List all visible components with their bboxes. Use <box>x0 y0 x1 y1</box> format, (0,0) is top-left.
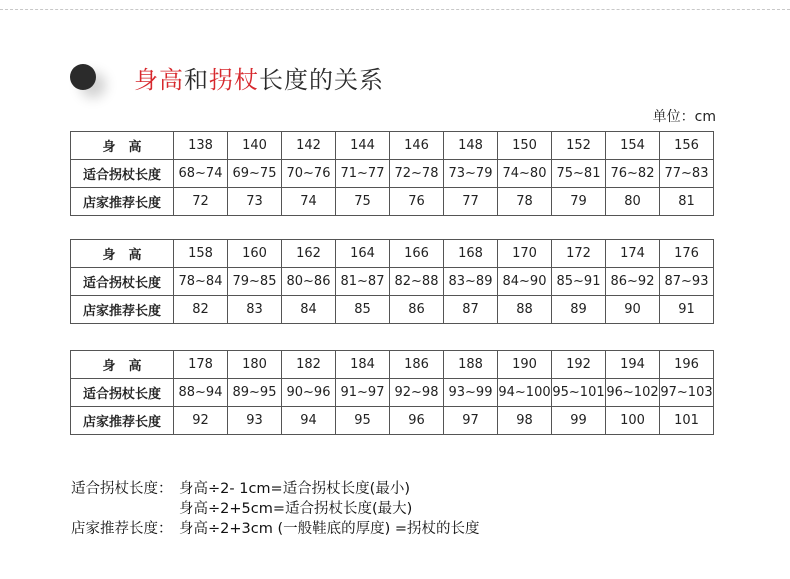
table-cell: 93 <box>228 407 282 435</box>
table-cell: 192 <box>552 351 606 379</box>
table-row-suitable <box>71 379 714 407</box>
table-cell: 84 <box>282 296 336 324</box>
table-cell: 88~94 <box>174 379 228 407</box>
table-cell: 85~91 <box>552 268 606 296</box>
row-header: 适合拐杖长度 <box>71 268 174 296</box>
note-text: 身高÷2- 1cm=适合拐杖长度(最小) <box>179 481 411 497</box>
table-cell: 75 <box>336 188 390 216</box>
note-text: 身高÷2+3cm (一般鞋底的厚度) =拐杖的长度 <box>179 521 480 537</box>
note-text: 身高÷2+5cm=适合拐杖长度(最大) <box>179 501 413 517</box>
table-row-recommended <box>71 296 714 324</box>
row-header: 身 高 <box>71 132 174 160</box>
size-table-2 <box>70 239 714 324</box>
note-label: 适合拐杖长度： <box>71 481 173 497</box>
circle-bullet-icon <box>70 64 96 90</box>
table-cell: 162 <box>282 240 336 268</box>
table-cell: 96 <box>390 407 444 435</box>
table-cell: 94~100 <box>498 379 552 407</box>
size-table-3 <box>70 350 714 435</box>
row-header: 适合拐杖长度 <box>71 379 174 407</box>
table-cell: 90 <box>606 296 660 324</box>
table-cell: 82 <box>174 296 228 324</box>
title-part: 拐杖 <box>209 66 259 94</box>
table-row-recommended <box>71 407 714 435</box>
table-cell: 142 <box>282 132 336 160</box>
table-cell: 80~86 <box>282 268 336 296</box>
title-part: 长度的关系 <box>259 66 384 94</box>
table-cell: 100 <box>606 407 660 435</box>
table-cell: 76 <box>390 188 444 216</box>
table-cell: 92~98 <box>390 379 444 407</box>
table-cell: 73 <box>228 188 282 216</box>
table-cell: 98 <box>498 407 552 435</box>
table-cell: 86~92 <box>606 268 660 296</box>
note-line <box>71 479 480 499</box>
table-cell: 166 <box>390 240 444 268</box>
table-cell: 101 <box>660 407 714 435</box>
table-cell: 180 <box>228 351 282 379</box>
table-cell: 97 <box>444 407 498 435</box>
table-cell: 74 <box>282 188 336 216</box>
table-cell: 170 <box>498 240 552 268</box>
table-cell: 152 <box>552 132 606 160</box>
table-cell: 73~79 <box>444 160 498 188</box>
table-cell: 138 <box>174 132 228 160</box>
page-title <box>134 60 384 95</box>
table-cell: 154 <box>606 132 660 160</box>
table-row-height <box>71 240 714 268</box>
table-cell: 80 <box>606 188 660 216</box>
table-cell: 95~101 <box>552 379 606 407</box>
table-cell: 148 <box>444 132 498 160</box>
table-cell: 96~102 <box>606 379 660 407</box>
table-cell: 156 <box>660 132 714 160</box>
row-header: 身 高 <box>71 351 174 379</box>
table-row-suitable <box>71 160 714 188</box>
table-cell: 89~95 <box>228 379 282 407</box>
table-cell: 164 <box>336 240 390 268</box>
table-cell: 68~74 <box>174 160 228 188</box>
table-cell: 79 <box>552 188 606 216</box>
size-table-1 <box>70 131 714 216</box>
table-cell: 83 <box>228 296 282 324</box>
table-cell: 94 <box>282 407 336 435</box>
table-cell: 84~90 <box>498 268 552 296</box>
table-cell: 89 <box>552 296 606 324</box>
table-cell: 90~96 <box>282 379 336 407</box>
table-cell: 158 <box>174 240 228 268</box>
table-cell: 92 <box>174 407 228 435</box>
table-cell: 196 <box>660 351 714 379</box>
table-cell: 182 <box>282 351 336 379</box>
table-cell: 146 <box>390 132 444 160</box>
title-part: 身高 <box>134 66 184 94</box>
note-line <box>71 499 480 519</box>
table-cell: 78 <box>498 188 552 216</box>
table-cell: 93~99 <box>444 379 498 407</box>
unit-label: 单位：cm <box>652 109 716 125</box>
table-cell: 188 <box>444 351 498 379</box>
table-cell: 160 <box>228 240 282 268</box>
formula-notes <box>71 479 480 539</box>
table-cell: 88 <box>498 296 552 324</box>
table-cell: 168 <box>444 240 498 268</box>
table-cell: 82~88 <box>390 268 444 296</box>
table-cell: 86 <box>390 296 444 324</box>
table-cell: 85 <box>336 296 390 324</box>
table-cell: 81 <box>660 188 714 216</box>
table-cell: 70~76 <box>282 160 336 188</box>
table-cell: 81~87 <box>336 268 390 296</box>
table-cell: 140 <box>228 132 282 160</box>
table-row-height <box>71 351 714 379</box>
table-cell: 97~103 <box>660 379 714 407</box>
table-cell: 69~75 <box>228 160 282 188</box>
table-cell: 77 <box>444 188 498 216</box>
table-cell: 75~81 <box>552 160 606 188</box>
table-cell: 172 <box>552 240 606 268</box>
row-header: 店家推荐长度 <box>71 188 174 216</box>
table-cell: 83~89 <box>444 268 498 296</box>
table-cell: 91 <box>660 296 714 324</box>
top-dashed-divider <box>0 9 790 10</box>
row-header: 身 高 <box>71 240 174 268</box>
table-cell: 178 <box>174 351 228 379</box>
table-cell: 144 <box>336 132 390 160</box>
title-part: 和 <box>184 66 209 94</box>
table-cell: 150 <box>498 132 552 160</box>
table-cell: 77~83 <box>660 160 714 188</box>
table-cell: 194 <box>606 351 660 379</box>
table-cell: 176 <box>660 240 714 268</box>
table-cell: 79~85 <box>228 268 282 296</box>
row-header: 适合拐杖长度 <box>71 160 174 188</box>
table-cell: 76~82 <box>606 160 660 188</box>
note-label: 店家推荐长度： <box>71 521 173 537</box>
table-row-recommended <box>71 188 714 216</box>
table-row-suitable <box>71 268 714 296</box>
table-cell: 87 <box>444 296 498 324</box>
table-cell: 91~97 <box>336 379 390 407</box>
table-row-height <box>71 132 714 160</box>
table-cell: 78~84 <box>174 268 228 296</box>
table-cell: 99 <box>552 407 606 435</box>
table-cell: 190 <box>498 351 552 379</box>
row-header: 店家推荐长度 <box>71 407 174 435</box>
table-cell: 72 <box>174 188 228 216</box>
table-cell: 184 <box>336 351 390 379</box>
note-line <box>71 519 480 539</box>
table-cell: 72~78 <box>390 160 444 188</box>
table-cell: 74~80 <box>498 160 552 188</box>
table-cell: 71~77 <box>336 160 390 188</box>
table-cell: 174 <box>606 240 660 268</box>
table-cell: 186 <box>390 351 444 379</box>
table-cell: 95 <box>336 407 390 435</box>
table-cell: 87~93 <box>660 268 714 296</box>
row-header: 店家推荐长度 <box>71 296 174 324</box>
